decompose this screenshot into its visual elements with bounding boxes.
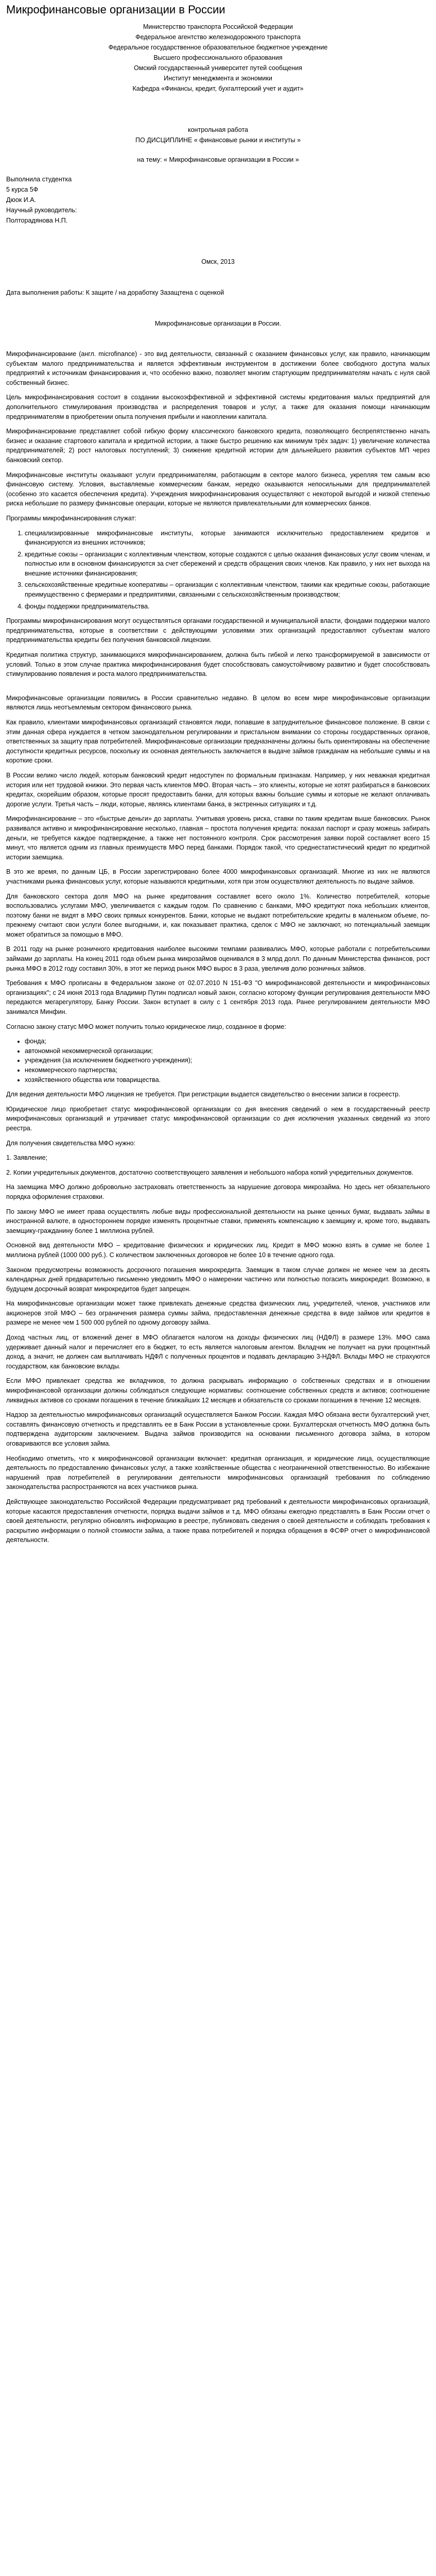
article-body (6, 349, 430, 1545)
page-title: Микрофинансовые организации в России (6, 3, 225, 16)
header-line: Федеральное государственное образовательное бюджетное учреждение (108, 44, 328, 51)
body-paragraph: Действующее законодательство Российской Федерации предусматривает ряд требований к деятельности микрофинансовых организаций, которые касаются предоставления отчетности, порядка выдачи займов и т.д. МФО обязаны ежегодно представлять в Банк России отчет о своей деятельности, регулярно обновлять информацию в реестре, публиковать сведения о своей деятельности и соблюдать требования к раскрытию информации о полной стоимости займа, а также права потребителей и порядка обращения в ФСФР отчет о микрофинансовой деятельности. (6, 1498, 430, 1544)
body-paragraph: Законом предусмотрены возможность досрочного погашения микрокредита. Заемщик в таком случае должен не менее чем за десять календарных дней предварительно письменно уведомить МФО о намерении частично или полностью погасить микрокредит. Возможно, в будущем досрочный возврат микрокредитов будет запрещен. (6, 1266, 430, 1293)
list-item: 1. специализированные микрофинансовые институты, которые занимаются исключительно предоставлением кредитов и финансируются из внешних источников; (25, 529, 430, 548)
body-paragraph: Микрофинансовые организации появились в России сравнительно недавно. В целом во всем мире микрофинансовые организации являются лишь неотъемлемым сектором финансового рынка. (6, 694, 430, 711)
body-paragraph: Доход частных лиц, от вложений денег в МФО облагается налогом на доходы физических лиц (НДФЛ) в размере 13%. МФО сама удерживает данный налог и перечисляет его в бюджет, то есть является налоговым агентом. Вкладчик не получает на руки процентный доход, а значит, не должен сам выплачивать НДФЛ с полученных процентов и подавать декларацию 3-НДФЛ. Вклады МФО не страхуются государством, как банковские вклады. (6, 1334, 430, 1370)
body-paragraph: Для банковского сектора доля МФО на рынке кредитования составляет всего около 1%. Количество потребителей, которые воспользовались услугами МФО, увеличивается с каждым годом. По сравнению с банками, МФО кредитуют пока небольших клиентов, поэтому банки не видят в МФО своих прямых конкурентов. Банки, которые не выдают потребительские кредиты в маленьком объеме, по-прежнему считают свои услуги более выгодными, и, как показывает практика, сделок с МФО не заключают, но потенциальный заемщик может обратиться за помощью в МФО. (6, 892, 430, 938)
work-type: контрольная работа (188, 126, 248, 133)
body-paragraph: Кредитная политика структур, занимающихся микрофинансированием, должна быть гибкой и легко трансформируемой в зависимости от условий. Только в этом случае практика микрофинансирования будет способствовать самоустойчивому развитию и будет способствовать стимулированию появления и роста малого предпринимательства. (6, 651, 430, 678)
meta-line: Научный руководитель: (6, 207, 77, 214)
body-paragraph: На микрофинансовые организации может также привлекать денежные средства физических лиц, учредителей, членов, участников или акционеров этой МФО – без ограничения размера суммы займа, предоставленная денежные средства в виде займов или кредитов в размере не менее чем 1 500 000 рублей по одному договору займа. (6, 1300, 430, 1327)
list-item: 2. кредитные союзы – организации с коллективным членством, которые создаются с целью оказания финансовых услуг своим членам, и полностью или в основном финансируются за счет сбережений и средств обращения своих членов. Как правило, у них нет выхода на внешние источники финансирования; (25, 550, 430, 579)
body-paragraph: 1. Заявление; (6, 1154, 48, 1162)
city-year: Омск, 2013 (201, 258, 235, 265)
body-paragraph: Микрофинансирование представляет собой гибкую форму классического банковского кредита, позволяющего беспрепятственно начать бизнес и оказание стартового капитала и кредитной истории, а также быстро решению как минимум трёх задач: 1) увеличение количества предпринимателей; 2) рост налоговых поступлений; 3) снижение кредитной истории для дальнейшего развития субъектов МП через банковский сектор. (6, 428, 430, 464)
header-line: Кафедра «Финансы, кредит, бухгалтерский учет и аудит» (132, 85, 304, 92)
body-paragraph: Если МФО привлекает средства же вкладчиков, то должна раскрывать информацию о собственных средствах и в отношении микрофинансовой организации должны соблюдаться следующие нормативы: соотношение собственных средств и активов; соотношение ликвидных активов со сроками погашения в течение ближайших 12 месяцев и обязательств со сроками погашения в течение 12 месяцев. (6, 1377, 430, 1404)
meta-line: Полторадянова Н.П. (6, 217, 68, 224)
meta-line: 5 курса 5Ф (6, 186, 39, 193)
header-line: Омский государственный университет путей сообщения (134, 64, 302, 72)
body-paragraph: На заемщика МФО должно добровольно застраховать ответственность за нарушение договора микрозайма. Но здесь нет обязательного порядка оформления страховки. (6, 1183, 430, 1200)
header-line: Высшего профессионального образования (153, 54, 283, 61)
body-paragraph: Юридическое лицо приобретает статус микрофинансовой организации со дня внесения сведений о нем в государственный реестр микрофинансовых организаций и утрачивает статус микрофинансовой организации со дня исключения указанных сведений из этого реестра. (6, 1105, 430, 1132)
meta-line: Выполнила студентка (6, 176, 72, 183)
list-item: • учреждения (за исключением бюджетного учреждения); (25, 1056, 430, 1065)
document-page (0, 2, 436, 2576)
header-line: Институт менеджмента и экономики (164, 75, 272, 82)
body-paragraph: Как правило, клиентами микрофинансовых организаций становятся люди, попавшие в затруднительное финансовое положение. В связи с этим данная сфера нуждается в четком законодательном регулировании и пристальном внимании со стороны государственных органов, ответственных за защиту прав потребителей. Микрофинансовые организации предназначены должны быть ориентированы на обеспечение доступности кредитных ресурсов, поскольку их основная деятельность заключается в выдаче займов гражданам на небольшие суммы и на короткие сроки. (6, 719, 430, 765)
body-paragraph: Программы микрофинансирования служат: (6, 514, 136, 522)
body-paragraph: Требования к МФО прописаны в Федеральном законе от 02.07.2010 N 151-ФЗ "О микрофинансовой деятельности и микрофинансовых организациях"; с 24 июня 2013 года Владимир Путин подписал новый закон, согласно которому функции регулирования деятельности МФО передаются мегарегулятору, Банку России. Закон вступает в силу с 1 сентября 2013 года. Ранее регулированием деятельности МФО занимался Минфин. (6, 979, 430, 1016)
discipline: ПО ДИСЦИПЛИНЕ « финансовые рынки и институты » (135, 137, 301, 144)
body-paragraph: По закону МФО не имеет права осуществлять любые виды профессиональной деятельности на рынке ценных бумаг, выдавать займы в иностранной валюте, в одностороннем порядке изменять процентные ставки, применять компенсацию к заемщику и, кроме того, выдавать заемщику-гражданину более 1 миллиона рублей. (6, 1208, 430, 1234)
body-paragraph: 2. Копии учредительных документов, достаточно соответствующего заявления и небольшого набора копий учредительных документов. (6, 1168, 414, 1176)
body-paragraph: Микрофинансирование (англ. microfinance) - это вид деятельности, связанный с оказанием финансовых услуг, как правило, начинающим субъектам малого предпринимательства и является эффективным инструментом в достижении более свободного доступа малых предприятий к источникам финансирования и, что особенно важно, позволяет многим стартующим предпринимателям начать с нуля свой собственный бизнес. (6, 350, 430, 386)
date-line: Дата выполнения работы: К защите / на доработку Зазащтена с оценкой (6, 289, 224, 296)
author-meta (6, 174, 430, 226)
header-line: Федеральное агентство железнодорожного транспорта (135, 33, 301, 41)
work-heading (6, 125, 430, 165)
list-item: 4. фонды поддержки предпринимательства. (25, 602, 430, 612)
body-paragraph: Для ведения деятельности МФО лицензия не требуется. При регистрации выдается свидетельство о внесении записи в госреестр. (6, 1091, 400, 1098)
body-paragraph: Микрофинансовые институты оказывают услуги предпринимателям, работающим в секторе малого бизнеса, укрепляя тем самым всю финансовую систему. Условия, выставляемые коммерческим банкам, нередко оказываются непосильными для предпринимателей (особенно это касается обеспечения кредита). Учреждения микрофинансирования осуществляют с некоторой выгодой и низкой степенью риска небольшие по размеру финансовые операции, которые не являются привлекательными для коммерческих банков. (6, 471, 430, 507)
article-title: Микрофинансовые организации в России. (154, 320, 282, 327)
list-item: • некоммерческого партнерства; (25, 1065, 430, 1075)
header-line: Министерство транспорта Российской Федерации (143, 23, 293, 30)
list-item: • хозяйственного общества или товарищества. (25, 1075, 430, 1085)
body-paragraph: Для получения свидетельства МФО нужно: (6, 1139, 136, 1147)
body-paragraph: В 2011 году на рынке розничного кредитования наиболее высокими темпами развивались МФО, которые работали с потребительскими займами до зарплаты. На конец 2011 года объем рынка микрозаймов оценивался в 3 млрд долл. По данным Министерства финансов, рост рынка МФО в 2012 году составил 30%, в этот же период рынок МФО вырос в 3 раза, увеличив долю розничных займов. (6, 945, 430, 972)
body-paragraph: В России велико число людей, которым банковский кредит недоступен по формальным признакам. Например, у них неважная кредитная история или нет трудовой книжки. Это первая часть клиентов МФО. Вторая часть – это клиенты, которые не хотят разбираться в банковских кредитах, скорейшим образом, которые просят предоставить банки, для которых важны большие суммы и которые не желают оплачивать дорогие услуги. Третья часть – люди, которые, являясь клиентами банка, в экстренных ситуациях и т.д. (6, 771, 430, 808)
numbered-list (6, 529, 430, 612)
list-item: • автономной некоммерческой организации; (25, 1046, 430, 1056)
bullet-list (6, 1037, 430, 1084)
list-item: • фонда; (25, 1037, 430, 1046)
body-paragraph: Необходимо отметить, что к микрофинансовой организации включает: кредитная организация, и юридические лица, осуществляющие деятельность по предоставлению финансовых услуг, а также хозяйственные общества с неограниченной ответственностью. Во избежание нарушений прав потребителей в регулировании деятельности микрофинансовых организаций требования по соблюдению законодательства распространяются на всех участников рынка. (6, 1454, 430, 1491)
meta-line: Дюок И.А. (6, 196, 37, 204)
body-paragraph: В это же время, по данным ЦБ, в России зарегистрировано более 4000 микрофинансовых организаций. Многие из них не являются участниками рынка финансовых услуг, которые называются кредитными, хотя при этом осуществляют деятельность по выдаче займов. (6, 868, 430, 885)
topic: на тему: « Микрофинансовые организации в России » (137, 156, 299, 163)
body-paragraph: Программы микрофинансирования могут осуществляться органами государственной и муниципальной власти, фондами поддержки малого предпринимательства, которые в соответствии с действующими условиями этих организаций предоставляют субъектам малого предпринимательства кредиты без получения банковской лицензии. (6, 617, 430, 644)
title-page-header (6, 22, 430, 94)
body-paragraph: Микрофинансирование – это «быстрые деньги» до зарплаты. Учитывая уровень риска, ставки по таким кредитам выше банковских. Рынок развивался активно и микрофинансирование несколько, главная – простота получения кредита: показал паспорт и сразу можешь забирать деньги, не требуется каждое подтверждение, а также нет постоянного контроля. Срок рассмотрения заявки порой составляет всего 15 минут, что является одним из главных преимуществ МФО перед банками. Порядок такой, что среднестатистический кредит по кредитной истории заемщика. (6, 815, 430, 861)
body-paragraph: Цель микрофинансирования состоит в создании высокоэффективной и эффективной системы кредитования малых предприятий для дополнительного стимулирования производства и распределения товаров и услуг, а также для оказания помощи начинающим предпринимателям в приобретении опыта получения прибыли и накоплении капитала. (6, 394, 430, 420)
body-paragraph: Надзор за деятельностью микрофинансовых организаций осуществляется Банком России. Каждая МФО обязана вести бухгалтерский учет, составлять финансовую отчетность и представлять ее в Банк России в установленные сроки. Бухгалтерская отчетность МФО должна быть подтверждена аудиторским заключением. Выдача займов производится на основании письменного договора займа, в котором оговариваются все условия займа. (6, 1411, 430, 1447)
body-paragraph: Основной вид деятельности МФО – кредитование физических и юридических лиц. Кредит в МФО можно взять в сумме не более 1 миллиона рублей (1000 000 руб.). С количеством заключенных договоров не более 10 в течение одного года. (6, 1242, 430, 1259)
body-paragraph: Согласно закону статус МФО может получить только юридическое лицо, созданное в форме: (6, 1023, 286, 1030)
list-item: 3. сельскохозяйственные кредитные кооперативы – организации с коллективным членством, такими как кредитные союзы, работающие преимущественно с фермерами и предприятиями, связанными с сельскохозяйственным производством; (25, 580, 430, 599)
